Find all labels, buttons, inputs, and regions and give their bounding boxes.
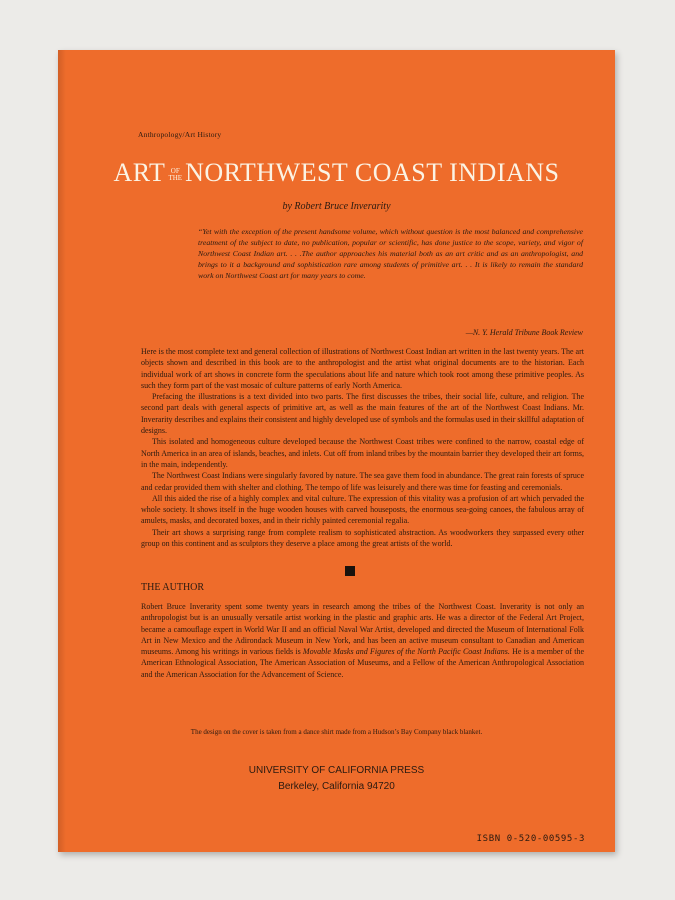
review-source: —N. Y. Herald Tribune Book Review [465,328,583,337]
description-paragraph: Prefacing the illustrations is a text divided into two parts. The first discusses the tribes, their social life, culture, and religion. The second part deals with general aspects of primitive art, as well as the main features of the art of the Northwest Coast Indians. Mr. Inverarity describes and explains their consistent and highly developed use of symbols and the formulas used in their skillful adaptation of designs. [141,392,585,436]
book-back-cover [58,50,615,852]
review-quote: “Yet with the exception of the present handsome volume, which without question is the most balanced and comprehensive treatment of the subject to date, no publication, popular or scientific, has done justice to the scope, variety, and vigor of Northwest Coast Indian art. . . .The author approaches his material both as an art critic and as an anthropologist, and brings to it a background and sophistication rare among students of primitive art. . . It is likely to remain the standard work on Northwest Coast art for many years to come. [198,227,583,280]
category-label: Anthropology/Art History [138,130,222,139]
title-northwest: NORTHWEST COAST INDIANS [185,158,560,187]
author-bio-text-continued: He is a member of the American Ethnological Association, The American Association of Museums, and a Fellow of the American Anthropological Association and the American Association for the Advancement of Science. [141,647,584,679]
author-bio-book-title: Movable Masks and Figures of the North Pacific Coast Indians. [302,647,510,657]
description-paragraph: Here is the most complete text and general collection of illustrations of Northwest Coast Indian art written in the last twenty years. The art objects shown and described in this book are to the anthropologist and the artist what original documents are to the historian. Each individual work of art shows in concrete form the speculations about life and nature which took root among these primitive peoples. As such they form part of the vast mosaic of culture patterns of early North America. [141,347,584,390]
publisher-location: Berkeley, California 94720 [278,781,395,792]
publisher-name: UNIVERSITY OF CALIFORNIA PRESS [248,765,425,776]
title-of: OF [170,167,180,176]
description-text [141,346,584,549]
author-bio-text: Robert Bruce Inverarity spent some twenty years in research among the tribes of the Northwest Coast. Inverarity is not only an anthropologist but is an unusually versatile artist working in the plastic and graphic arts. He was a director of the Federal Art Project, became a camouflage expert in World War II and an official Naval War Artist, developed and directed the Museum of International Folk Art in New Mexico and the Adirondack Museum in New York, and has been an active museum consultant to Canadian and American museums. Among his writings in various fields is [141,602,584,657]
author-byline: by Robert Bruce Inverarity [282,201,391,212]
author-section-heading: THE AUTHOR [141,582,205,593]
description-paragraph: This isolated and homogeneous culture developed because the Northwest Coast tribes were confined to the narrow, coastal edge of North America in an area of islands, beaches, and inlets. Cut off from inland tribes by the mountain barrier they developed their art forms, in the main, independently. [141,437,584,469]
title-word-art: ART [113,158,166,187]
description-paragraph: The Northwest Coast Indians were singularly favored by nature. The sea gave them food in abundance. The great rain forests of spruce and cedar provided them with shelter and clothing. The tempo of life was leisurely and there was time for feasting and ceremonials. [141,471,584,492]
title-of-the [168,168,182,182]
publisher-block [58,763,615,795]
description-paragraph: All this aided the rise of a highly complex and vital culture. The expression of this vitality was a profusion of art which pervaded the whole society. It shows itself in the huge wooden houses with carved houseposts, the enormous sea-going canoes, the fabulous array of amulets, masks, and decorated boxes, and in their richly painted ceremonial regalia. [141,493,584,526]
author-bio [141,601,584,680]
book-title [58,158,615,188]
description-paragraph: Their art shows a surprising range from complete realism to sophisticated abstraction. As woodworkers they surpassed every other group on this continent and as sculptors they deserve a place among the great artists of the world. [141,527,584,549]
square-bullet-icon [345,566,355,576]
title-the: THE [168,174,183,183]
isbn-number: ISBN 0-520-00595-3 [476,834,585,844]
cover-design-note: The design on the cover is taken from a dance shirt made from a Hudson’s Bay Company black blanket. [190,728,483,736]
